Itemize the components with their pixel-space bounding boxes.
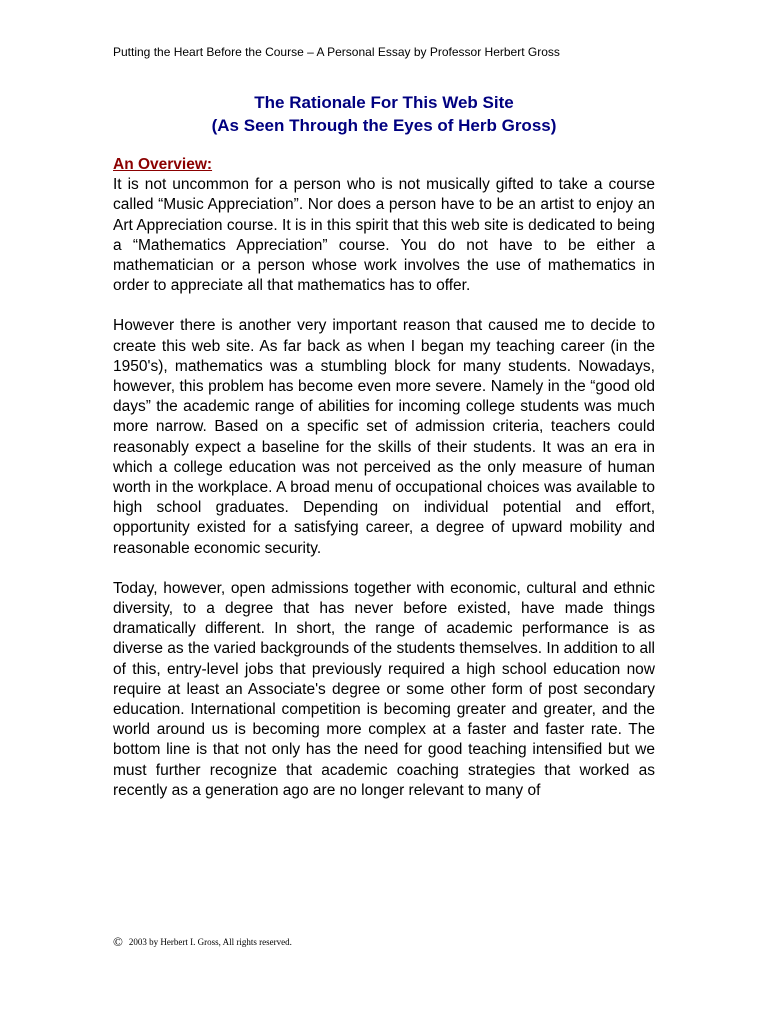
paragraph-2: However there is another very important reason that caused me to decide to create this web site. As far back as when I began my teaching career (in the 1950's), mathematics was a stumbling block for many students. Nowadays, however, this problem has become even more severe. Namely in the “good old days” the academic range of abilities for incoming college students was much more narrow. Based on a specific set of admission criteria, teachers could reasonably expect a baseline for the skills of their students. It was an era in which a college education was not perceived as the only measure of human worth in the workplace. A broad menu of occupational choices was available to high school graduates. Depending on individual potential and effort, opportunity existed for a satisfying career, a degree of upward mobility and reasonable economic security.: [113, 317, 655, 557]
paragraph-1: It is not uncommon for a person who is not musically gifted to take a course called “Music Appreciation”. Nor does a person have to be an artist to enjoy an Art Appreciation course. It is in this spirit that this web site is dedicated to being a “Mathematics Appreciation” course. You do not have to be either a mathematician or a person whose work involves the use of mathematics in order to appreciate all that mathematics has to offer.: [113, 176, 655, 295]
essay-body: [113, 155, 655, 821]
paragraph-3: Today, however, open admissions together with economic, cultural and ethnic diversity, to a degree that has never before existed, have made things dramatically different. In short, the range of academic performance is as diverse as the varied backgrounds of the students themselves. In addition to all of this, entry-level jobs that previously required a high school education now require at least an Associate's degree or some other form of post secondary education. International competition is becoming greater and greater, and the world around us is becoming more complex at a faster and faster rate. The bottom line is that not only has the need for good teaching intensified but we must further recognize that academic coaching strategies that worked as recently as a generation ago are no longer relevant to many of: [113, 579, 655, 799]
title-line-2: (As Seen Through the Eyes of Herb Gross): [211, 116, 557, 135]
copyright-icon: ©: [113, 934, 123, 949]
copyright-footer: [113, 934, 292, 950]
title-line-1: The Rationale For This Web Site: [254, 93, 514, 112]
running-header: Putting the Heart Before the Course – A Personal Essay by Professor Herbert Gross: [113, 45, 560, 59]
copyright-text: 2003 by Herbert I. Gross, All rights reserved.: [128, 937, 292, 947]
section-heading-overview: An Overview:: [113, 156, 213, 173]
document-title: [0, 91, 768, 137]
